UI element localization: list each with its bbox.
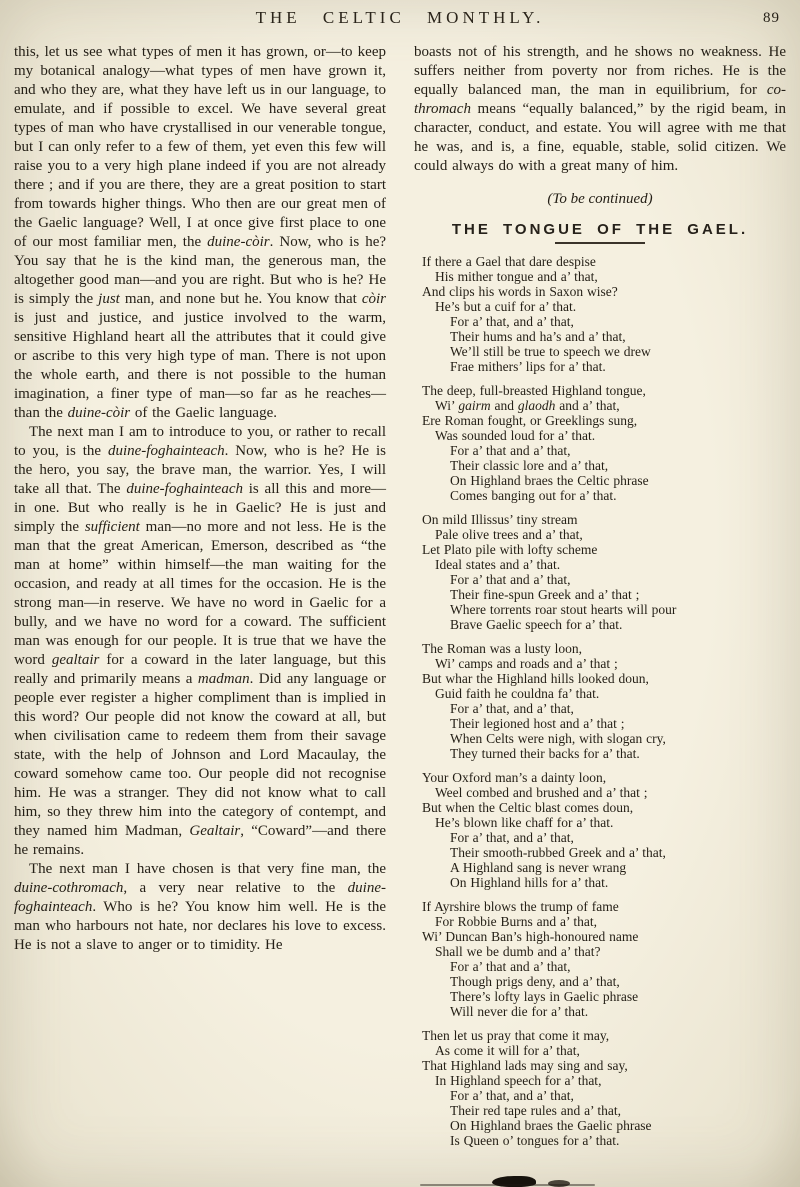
text-run: Their hums and ha’s and a’ that, xyxy=(450,328,626,344)
poem-line xyxy=(422,428,786,443)
poem-stanza xyxy=(422,254,786,374)
italic-text-run: duine-cothromach xyxy=(14,880,124,896)
italic-text-run: co-thromach xyxy=(414,82,786,117)
poem-line xyxy=(422,557,786,572)
magazine-title: THE CELTIC MONTHLY. xyxy=(255,8,545,27)
poem-line xyxy=(422,800,786,815)
poem-line xyxy=(422,443,786,458)
poem-line xyxy=(422,731,786,746)
poem-line xyxy=(422,860,786,875)
right-column-text xyxy=(414,43,786,176)
text-run: For a’ that and a’ that, xyxy=(450,442,571,458)
text-run: . Did any language or people ever register a higher compliment than is implied in this word? Our people did not know the coward at all, but when civilisation came to redeem them from their savage state, with the help of Johnson and Lord Macaulay, the coward somehow came too. Our people did not recognise him. He was a stranger. They did not know what to call him, so they threw him into the category of contempt, and they named him Madman, xyxy=(14,671,386,839)
poem-line xyxy=(422,617,786,632)
text-run: Brave Gaelic speech for a’ that. xyxy=(450,616,623,632)
poem-line xyxy=(422,959,786,974)
italic-text-run: duine-còir xyxy=(207,234,270,250)
text-run: for a coward in the later language, but this really and primarily means a xyxy=(14,652,386,687)
text-run: That Highland lads may sing and say, xyxy=(422,1057,628,1073)
text-run: For a’ that and a’ that, xyxy=(450,958,571,974)
poem-line xyxy=(422,1118,786,1133)
text-run: When Celts were nigh, with slogan cry, xyxy=(450,730,666,746)
text-run: Wi’ Duncan Ban’s high-honoured name xyxy=(422,928,639,944)
italic-text-run: gairm xyxy=(458,397,491,413)
text-run: He’s blown like chaff for a’ that. xyxy=(435,814,614,830)
poem-stanza xyxy=(422,1028,786,1148)
paragraph xyxy=(14,43,386,423)
poem-line xyxy=(422,830,786,845)
poem-line xyxy=(422,602,786,617)
italic-text-run: còir xyxy=(361,291,386,307)
italic-text-run: duine-còir xyxy=(67,405,131,421)
text-run: For a’ that, and a’ that, xyxy=(450,1087,574,1103)
text-run: In Highland speech for a’ that, xyxy=(435,1072,602,1088)
text-run: man—no more and not less. He is the man that the great American, Emerson, described as “the man at home” within himself—the man waiting for the occasion, and ready at all times for the occasion. He is the strong man—in reserve. We have no word in Gaelic for a bully, and we have no word for a coward. The sufficient man was enough for our people. It is true that we have the word xyxy=(14,519,386,668)
poem-line xyxy=(422,359,786,374)
text-run: On Highland braes the Celtic phrase xyxy=(450,472,649,488)
paragraph xyxy=(414,43,786,176)
text-run: of the Gaelic language. xyxy=(130,405,277,421)
poem-title-rule xyxy=(555,242,645,244)
poem-line xyxy=(422,284,786,299)
poem-stanza xyxy=(422,641,786,761)
text-run: Then let us pray that come it may, xyxy=(422,1027,610,1043)
text-run: is all this and more—in one. But who really is he in Gaelic? He is just and simply the xyxy=(14,481,386,535)
text-run: But when the Celtic blast comes doun, xyxy=(422,799,634,815)
text-run: boasts not of his strength, and he shows no weakness. He suffers neither from poverty nor from riches. He is the equally balanced man, the man in equilibrium, for xyxy=(414,44,786,98)
poem-line xyxy=(422,329,786,344)
text-run: There’s lofty lays in Gaelic phrase xyxy=(450,988,639,1004)
text-run: As come it will for a’ that, xyxy=(435,1042,580,1058)
text-run: On Highland hills for a’ that. xyxy=(450,874,609,890)
poem-line xyxy=(422,1133,786,1148)
poem-line xyxy=(422,512,786,527)
italic-text-run: madman xyxy=(197,671,250,687)
text-run: On Highland braes the Gaelic phrase xyxy=(450,1117,652,1133)
poem-line xyxy=(422,875,786,890)
text-run: means “equally balanced,” by the rigid beam, in character, conduct, and estate. You will agree with me that he was, and is, a fine, equable, stable, solid citizen. We could always do with a great many of him. xyxy=(414,101,786,174)
text-run: On mild Illissus’ tiny stream xyxy=(422,511,578,527)
left-column xyxy=(14,43,386,1157)
poem-line xyxy=(422,1073,786,1088)
text-run: and a’ that, xyxy=(555,397,620,413)
text-run: The next man I am to introduce to you, or rather to recall to you, is the xyxy=(14,424,386,459)
poem-stanza xyxy=(422,512,786,632)
text-run: Guid faith he couldna fa’ that. xyxy=(435,685,600,701)
italic-text-run: duine-foghainteach xyxy=(107,443,225,459)
poem-line xyxy=(422,1043,786,1058)
text-run: He’s but a cuif for a’ that. xyxy=(435,298,577,314)
poem-line xyxy=(422,572,786,587)
poem-line xyxy=(422,344,786,359)
poem-stanza xyxy=(422,770,786,890)
two-column-layout xyxy=(14,43,786,1157)
right-column xyxy=(414,43,786,1157)
poem-line xyxy=(422,656,786,671)
text-run: For a’ that, and a’ that, xyxy=(450,829,574,845)
text-run: Comes banging out for a’ that. xyxy=(450,487,617,503)
text-run: For Robbie Burns and a’ that, xyxy=(435,913,597,929)
poem-line xyxy=(422,914,786,929)
italic-text-run: duine-foghainteach xyxy=(14,880,386,915)
poem-title: THE TONGUE OF THE GAEL. xyxy=(451,221,749,238)
text-run: Their legioned host and a’ that ; xyxy=(450,715,625,731)
poem-line xyxy=(422,1103,786,1118)
poem-line xyxy=(422,1004,786,1019)
text-run: They turned their backs for a’ that. xyxy=(450,745,640,761)
text-run: Is Queen o’ tongues for a’ that. xyxy=(450,1132,620,1148)
poem-line xyxy=(422,458,786,473)
poem-stanza xyxy=(422,383,786,503)
poem-line xyxy=(422,299,786,314)
italic-text-run: just xyxy=(98,291,120,307)
poem-line xyxy=(422,1028,786,1043)
text-run: Weel combed and brushed and a’ that ; xyxy=(435,784,648,800)
text-run: , “Coward”—and there he remains. xyxy=(14,823,386,858)
poem-stanza xyxy=(422,899,786,1019)
italic-text-run: glaodh xyxy=(517,397,556,413)
text-run: . Who is he? You know him well. He is the man who harbours not hate, nor declares his love to excess. He is not a slave to anger or to timidity. He xyxy=(14,899,386,953)
poem-line xyxy=(422,398,786,413)
text-run: is just and justice, and justice involved to the warm, sensitive Highland heart all the attributes that it could give or ascribe to this very high type of man. There is not upon the whole earth, and there is not possible to the human imagination, a finer type of man—so far as he reaches—than the xyxy=(14,310,386,421)
to-be-continued-note: (To be continued) xyxy=(547,191,653,207)
text-run: Ere Roman fought, or Greeklings sung, xyxy=(422,412,638,428)
poem-line xyxy=(422,314,786,329)
poem-line xyxy=(422,383,786,398)
poem-line xyxy=(422,587,786,602)
poem-line xyxy=(422,671,786,686)
text-run: And clips his words in Saxon wise? xyxy=(422,283,618,299)
poem-line xyxy=(422,686,786,701)
text-run: Your Oxford man’s a dainty loon, xyxy=(422,769,607,785)
text-run: , a very near relative to the xyxy=(123,880,348,896)
text-run: The next man I have chosen is that very fine man, the xyxy=(29,861,386,877)
text-run: Let Plato pile with lofty scheme xyxy=(422,541,598,557)
text-run: The deep, full-breasted Highland tongue, xyxy=(422,382,646,398)
text-run: Their red tape rules and a’ that, xyxy=(450,1102,622,1118)
poem-line xyxy=(422,1088,786,1103)
poem-line xyxy=(422,989,786,1004)
poem-line xyxy=(422,716,786,731)
poem-line xyxy=(422,641,786,656)
text-run: . Now, who is he? You say that he is the kind man, the generous man, the altogether good man—and you are right. But who is he? He is simply the xyxy=(14,234,387,307)
text-run: Wi’ xyxy=(435,397,459,413)
poem-line xyxy=(422,929,786,944)
page-header xyxy=(14,8,786,38)
text-run: His mither tongue and a’ that, xyxy=(435,268,598,284)
text-run: Shall we be dumb and a’ that? xyxy=(435,943,601,959)
text-run: Where torrents roar stout hearts will pour xyxy=(450,601,677,617)
text-run: For a’ that, and a’ that, xyxy=(450,700,574,716)
poem-line xyxy=(422,701,786,716)
text-run: . Now, who is he? He is the hero, you say, the brave man, the warrior. Yes, I will take all that. The xyxy=(14,443,387,497)
poem-line xyxy=(422,944,786,959)
text-run: Though prigs deny, and a’ that, xyxy=(450,973,620,989)
text-run: We’ll still be true to speech we drew xyxy=(450,343,651,359)
poem-line xyxy=(422,746,786,761)
poem-line xyxy=(422,473,786,488)
paragraph xyxy=(14,860,386,955)
poem-line xyxy=(422,785,786,800)
text-run: Pale olive trees and a’ that, xyxy=(435,526,583,542)
poem-line xyxy=(422,974,786,989)
text-run: Will never die for a’ that. xyxy=(450,1003,589,1019)
left-column-text xyxy=(14,43,386,955)
text-run: Wi’ camps and roads and a’ that ; xyxy=(435,655,618,671)
poem-line xyxy=(422,542,786,557)
poem-line xyxy=(422,254,786,269)
text-run: Their fine-spun Greek and a’ that ; xyxy=(450,586,640,602)
text-run: Ideal states and a’ that. xyxy=(435,556,561,572)
poem-line xyxy=(422,845,786,860)
poem-line xyxy=(422,899,786,914)
italic-text-run: sufficient xyxy=(84,519,140,535)
text-run: and xyxy=(490,397,518,413)
text-run: For a’ that, and a’ that, xyxy=(450,313,574,329)
text-run: man, and none but he. You know that xyxy=(119,291,362,307)
poem-line xyxy=(422,269,786,284)
text-run: A Highland sang is never wrang xyxy=(450,859,627,875)
text-run: If there a Gael that dare despise xyxy=(422,253,596,269)
text-run: Their smooth-rubbed Greek and a’ that, xyxy=(450,844,666,860)
poem-line xyxy=(422,413,786,428)
scan-edge-artifact xyxy=(420,1184,595,1186)
text-run: Was sounded loud for a’ that. xyxy=(435,427,596,443)
poem-line xyxy=(422,770,786,785)
italic-text-run: duine-foghainteach xyxy=(126,481,243,497)
poem-line xyxy=(422,488,786,503)
text-run: this, let us see what types of men it has grown, or—to keep my botanical analogy—what types of men have grown it, and who they are, what they have left us in our language, to emulate, and if possible to excel. We have several great types of man who have crystallised in our venerable tongue, but I can only refer to a few of them, yet even this few will raise you to a very high plane indeed if you are not already there ; and if you are there, they are a great position to start from towards higher things. Who then are our great men of the Gaelic language? Well, I at once give first place to one of our most familiar men, the xyxy=(14,44,386,250)
text-run: For a’ that and a’ that, xyxy=(450,571,571,587)
italic-text-run: Gealtair xyxy=(189,823,241,839)
text-run: If Ayrshire blows the trump of fame xyxy=(422,898,619,914)
paragraph xyxy=(14,423,386,860)
poem-line xyxy=(422,527,786,542)
text-run: Their classic lore and a’ that, xyxy=(450,457,609,473)
text-run: The Roman was a lusty loon, xyxy=(422,640,582,656)
poem-line xyxy=(422,1058,786,1073)
poem-body xyxy=(414,254,786,1148)
page-number: 89 xyxy=(763,10,780,26)
italic-text-run: gealtair xyxy=(51,652,100,668)
text-run: Frae mithers’ lips for a’ that. xyxy=(450,358,606,374)
text-run: But whar the Highland hills looked doun, xyxy=(422,670,649,686)
poem-line xyxy=(422,815,786,830)
